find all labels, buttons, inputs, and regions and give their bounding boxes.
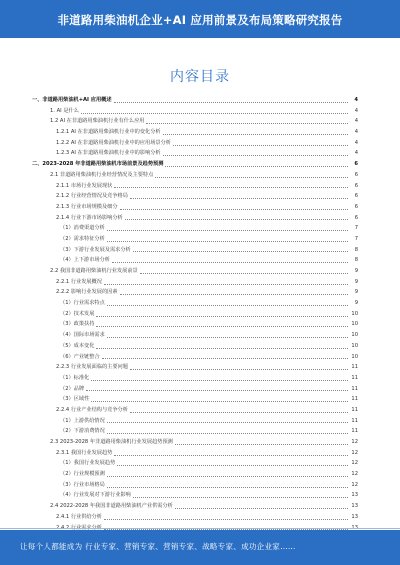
toc-entry-title: 2.2.2 影响行业发展的因素: [56, 289, 118, 296]
toc-entry-title: 1. AI 是什么: [50, 107, 79, 114]
toc-leader-dots: [175, 444, 348, 445]
toc-entry[interactable]: [32, 138, 358, 149]
toc-page-number: 8: [354, 257, 358, 264]
toc-leader-dots: [102, 358, 348, 359]
toc-page-number: 6: [354, 171, 358, 178]
toc-entry[interactable]: [32, 319, 358, 330]
toc-entry-title: 2.1.2 行业经营情况及竞争格局: [56, 193, 128, 200]
toc-entry-title: （3）区域性: [60, 396, 90, 403]
toc-page-number: 10: [351, 353, 358, 360]
toc-entry[interactable]: [32, 330, 358, 341]
toc-entry[interactable]: [32, 501, 358, 512]
toc-page-number: 7: [354, 225, 358, 232]
toc-entry[interactable]: [32, 458, 358, 469]
toc-leader-dots: [173, 145, 348, 146]
toc-leader-dots: [104, 519, 348, 520]
toc-page-number: 4: [354, 97, 358, 103]
toc-leader-dots: [163, 134, 348, 135]
toc-page-number: 11: [351, 406, 358, 413]
toc-page-number: 11: [351, 364, 358, 371]
toc-entry[interactable]: [32, 202, 358, 213]
toc-page-number: 10: [351, 332, 358, 339]
footer-divider: [0, 528, 400, 529]
toc-leader-dots: [146, 123, 348, 124]
toc-leader-dots: [104, 284, 348, 285]
toc-leader-dots: [96, 316, 348, 317]
toc-entry[interactable]: [32, 394, 358, 405]
toc-leader-dots: [130, 369, 348, 370]
toc-entry-title: 2.4 2022-2028 年我国非道路用柴油机产业供需分析: [50, 503, 173, 510]
toc-entry[interactable]: [32, 223, 358, 234]
toc-entry[interactable]: [32, 255, 358, 266]
toc-entry-title: （2）技术发展: [60, 310, 95, 317]
toc-page-number: 13: [351, 513, 358, 520]
toc-leader-dots: [114, 455, 348, 456]
toc-page-number: 4: [354, 107, 358, 114]
toc-entry[interactable]: [32, 480, 358, 491]
toc-leader-dots: [114, 187, 348, 188]
toc-page-number: 10: [351, 342, 358, 349]
toc-entry[interactable]: [32, 127, 358, 138]
toc-leader-dots: [107, 241, 348, 242]
toc-entry-title: 2.1.1 市场行业发展现状: [56, 182, 113, 189]
toc-page-number: 6: [354, 182, 358, 189]
toc-leader-dots: [114, 102, 348, 103]
toc-leader-dots: [130, 198, 348, 199]
toc-page-number: 6: [354, 161, 358, 168]
toc-entry[interactable]: [32, 341, 358, 352]
toc-entry[interactable]: [32, 266, 358, 277]
toc-entry-title: 2.1.4 行业下游市场影响分析: [56, 214, 123, 221]
toc-leader-dots: [91, 401, 348, 402]
toc-leader-dots: [117, 465, 348, 466]
toc-leader-dots: [175, 508, 348, 509]
toc-leader-dots: [107, 230, 348, 231]
toc-page-number: 12: [351, 481, 358, 488]
toc-page-number: 11: [351, 374, 358, 381]
toc-entry[interactable]: [32, 277, 358, 288]
toc-entry[interactable]: [32, 469, 358, 480]
toc-entry-title: 二、2023-2028 年非道路用柴油机市场前景及趋势预测: [32, 161, 164, 168]
toc-leader-dots: [120, 294, 348, 295]
toc-entry-title: 一、非道路用柴油机+AI 应用概述: [32, 97, 112, 103]
toc-entry-title: 2.2.4 行业产业结构与竞争分析: [56, 406, 128, 413]
toc-entry-title: （1）上游供给情况: [60, 417, 105, 424]
toc-entry-title: 2.3.1 我国行业发展趋势: [56, 449, 113, 456]
toc-page-number: 4: [354, 129, 358, 136]
toc-entry[interactable]: [32, 234, 358, 245]
toc-page-number: 8: [354, 246, 358, 253]
toc-entry[interactable]: [32, 181, 358, 192]
toc-entry[interactable]: [32, 426, 358, 437]
toc-page-number: 13: [351, 503, 358, 510]
toc-leader-dots: [140, 273, 348, 274]
toc-entry-title: （1）消费渠道分析: [60, 225, 105, 232]
toc-leader-dots: [91, 380, 348, 381]
toc-page-number: 6: [354, 193, 358, 200]
toc-page-number: 9: [354, 289, 358, 296]
toc-heading: 内容目录: [170, 69, 230, 85]
toc-entry[interactable]: [32, 448, 358, 459]
toc-leader-dots: [125, 219, 348, 220]
toc-leader-dots: [130, 412, 348, 413]
toc-page-number: 10: [351, 321, 358, 328]
toc-leader-dots: [107, 487, 348, 488]
toc-page-number: 12: [351, 460, 358, 467]
toc-page-number: 11: [351, 385, 358, 392]
toc-entry-title: 2.1.3 行业市场规模及细分: [56, 203, 118, 210]
toc-entry[interactable]: [32, 384, 358, 395]
toc-entry[interactable]: [32, 437, 358, 448]
toc-leader-dots: [155, 177, 348, 178]
toc-entry[interactable]: [32, 116, 358, 127]
toc-entry-title: （2）品牌: [60, 385, 85, 392]
header-bar: [0, 0, 400, 38]
toc-page-number: 9: [354, 278, 358, 285]
toc-entry[interactable]: [32, 362, 358, 373]
toc-page-number: 12: [351, 439, 358, 445]
toc-page-number: 12: [351, 449, 358, 456]
toc-page-number: 4: [354, 139, 358, 146]
report-title: 非道路用柴油机企业+AI 应用前景及布局策略研究报告: [57, 13, 343, 27]
toc-entry[interactable]: [32, 245, 358, 256]
toc-leader-dots: [133, 497, 348, 498]
toc-leader-dots: [81, 113, 348, 114]
toc-entry-title: （3）下游行业发展及需求分析: [60, 246, 131, 253]
toc-entry[interactable]: [32, 490, 358, 501]
toc-leader-dots: [120, 209, 348, 210]
toc-entry[interactable]: [32, 191, 358, 202]
toc-entry[interactable]: [32, 373, 358, 384]
toc-entry-title: （1）标准化: [60, 374, 90, 381]
toc-entry[interactable]: [32, 170, 358, 181]
toc-page-number: 11: [351, 396, 358, 403]
toc-page-number: 11: [351, 428, 358, 435]
toc-page-number: 4: [354, 150, 358, 157]
toc-entry-title: （4）行业发展对下游行业影响: [60, 492, 131, 499]
toc-entry-title: （3）政策扶持: [60, 321, 95, 328]
toc-page-number: 12: [351, 471, 358, 478]
toc-entry[interactable]: [32, 213, 358, 224]
toc-entry-title: （1）行业需求特点: [60, 300, 105, 307]
toc-entry[interactable]: [32, 287, 358, 298]
toc-entry-title: （4）国际市场需求: [60, 332, 105, 339]
toc-entry[interactable]: [32, 309, 358, 320]
toc-entry-title: 2.4.1 行业供给分析: [56, 513, 102, 520]
toc-page-number: 7: [354, 235, 358, 242]
toc-leader-dots: [96, 326, 348, 327]
toc-leader-dots: [165, 166, 348, 167]
toc-entry-title: （6）产业链整合: [60, 353, 100, 360]
toc-page-number: 9: [354, 300, 358, 307]
toc-leader-dots: [107, 337, 348, 338]
toc-leader-dots: [107, 433, 348, 434]
toc-leader-dots: [96, 348, 348, 349]
toc-entry[interactable]: [32, 405, 358, 416]
toc-entry[interactable]: [32, 148, 358, 159]
toc-entry-title: （4）上下游市场分析: [60, 257, 110, 264]
toc-entry[interactable]: [32, 95, 358, 106]
toc-entry[interactable]: [32, 106, 358, 117]
toc-entry[interactable]: [32, 298, 358, 309]
toc-entry[interactable]: [32, 159, 358, 170]
toc-leader-dots: [107, 476, 348, 477]
toc-entry-title: （2）下游消费情况: [60, 428, 105, 435]
toc-page-number: 13: [351, 492, 358, 499]
toc-entry-title: （5）成本变化: [60, 342, 95, 349]
footer-slogan: 让每个人都能成为 行业专家、营销专家、营销专家、战略专家、成功企业家……: [20, 542, 296, 551]
toc-page-number: 4: [354, 118, 358, 125]
table-of-contents: [32, 95, 358, 533]
toc-page-number: 6: [354, 214, 358, 221]
footer-bar: [0, 530, 400, 565]
toc-page-number: 6: [354, 203, 358, 210]
toc-entry-title: 1.2 AI 在非道路用柴油机行业有什么应用: [50, 118, 145, 125]
toc-entry-title: 2.2.1 行业发展概况: [56, 278, 102, 285]
toc-entry[interactable]: [32, 416, 358, 427]
toc-leader-dots: [86, 390, 348, 391]
toc-entry-title: 2.1 非道路用柴油机行业经营情况及主要特点: [50, 171, 154, 178]
toc-entry-title: （2）行业规模预测: [60, 471, 105, 478]
toc-entry-title: 1.2.1 AI 在非道路用柴油机行业中的变化分析: [56, 129, 161, 136]
toc-entry-title: 2.2 我国非道路用柴油机行业发展前景: [50, 268, 138, 274]
toc-page-number: 11: [351, 417, 358, 424]
toc-leader-dots: [112, 262, 348, 263]
toc-leader-dots: [163, 155, 348, 156]
toc-entry-title: 2.2.3 行业发展面临的主要问题: [56, 364, 128, 371]
toc-leader-dots: [107, 422, 348, 423]
toc-leader-dots: [107, 305, 348, 306]
toc-page-number: 10: [351, 310, 358, 317]
toc-entry-title: （3）行业市场格局: [60, 481, 105, 488]
toc-leader-dots: [133, 251, 348, 252]
toc-entry-title: 1.2.2 AI 在非道路用柴油机行业中的应用场景分析: [56, 139, 171, 146]
toc-entry-title: 1.2.3 AI 在非道路用柴油机行业中的影响分析: [56, 150, 161, 157]
toc-entry-title: （1）我国行业发展趋势: [60, 460, 116, 467]
toc-entry[interactable]: [32, 352, 358, 363]
toc-page-number: 9: [354, 268, 358, 274]
toc-entry-title: 2.3 2023-2028 年非道路用柴油机行业发展趋势预测: [50, 439, 173, 445]
toc-entry-title: （2）需求特征分析: [60, 235, 105, 242]
toc-entry[interactable]: [32, 512, 358, 523]
